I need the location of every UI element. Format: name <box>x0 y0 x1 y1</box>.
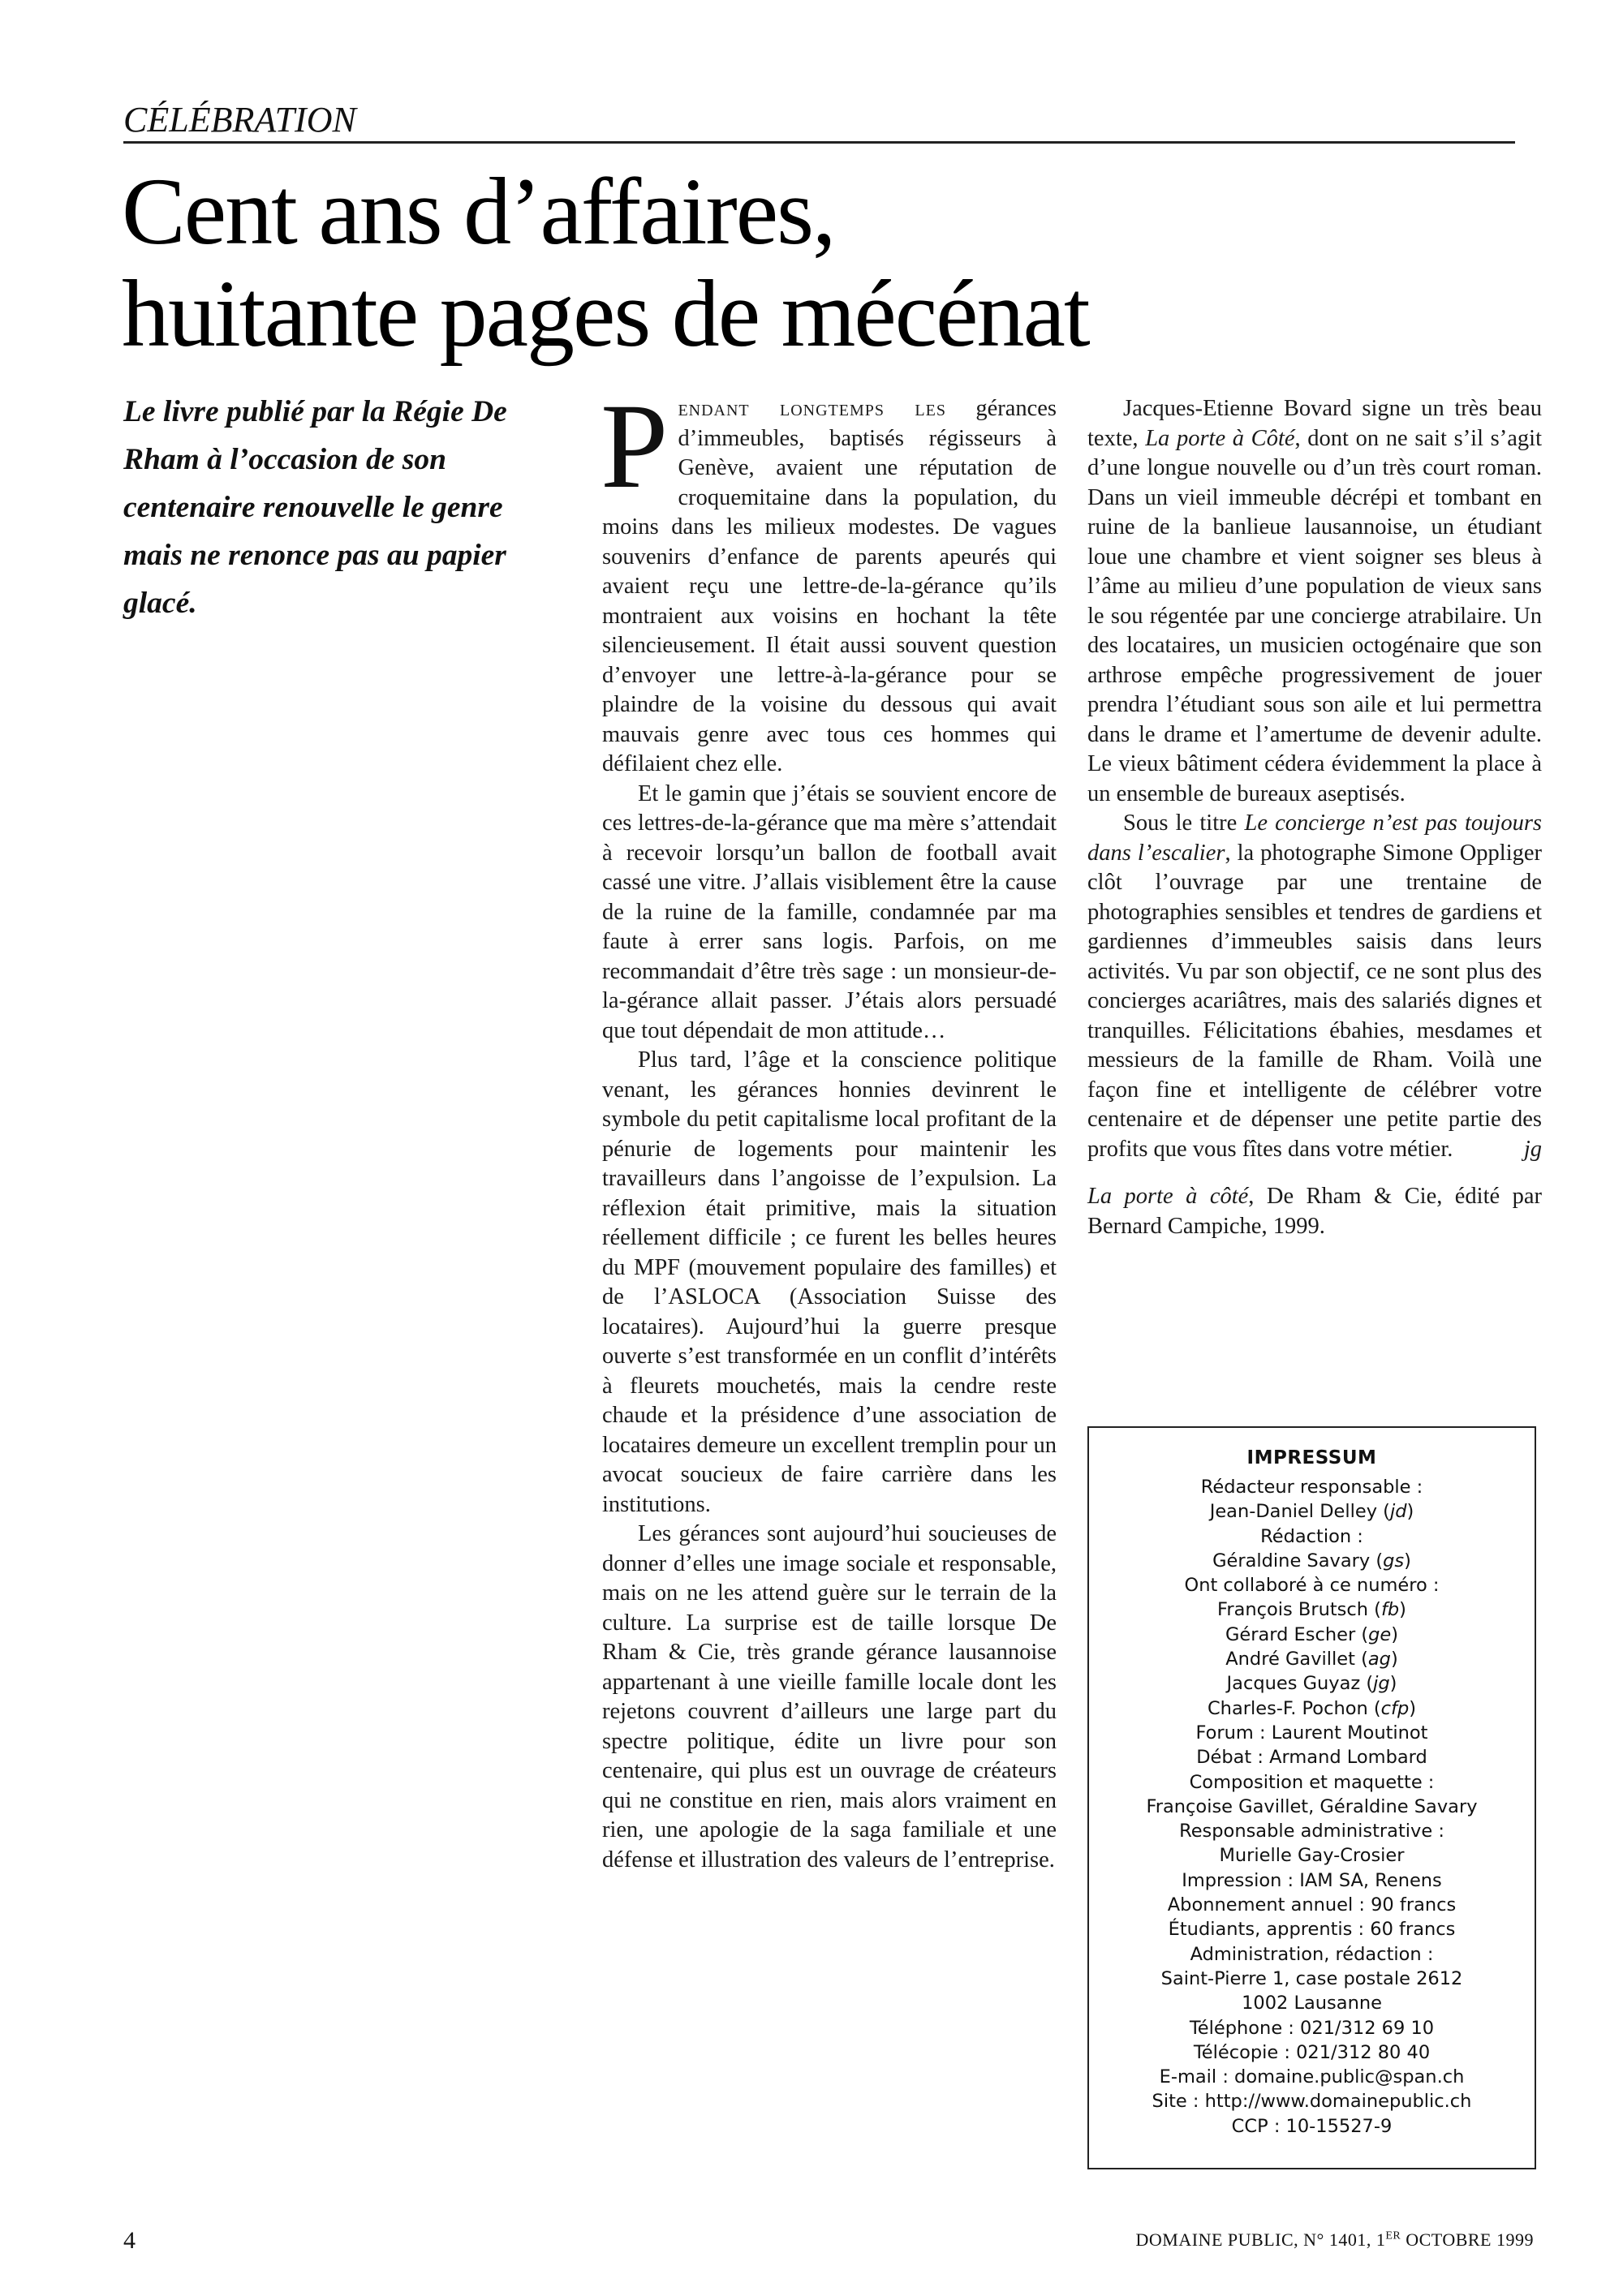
book-title-inline: La porte à Côté <box>1145 425 1295 451</box>
impressum-line: Jean-Daniel Delley (jd) <box>1209 1501 1414 1523</box>
impressum-line: Débat : Armand Lombard <box>1196 1747 1427 1769</box>
impressum-line: Téléphone : 021/312 69 10 <box>1189 2017 1435 2039</box>
paragraph-4: Les gérances sont aujourd’hui soucieuses de donner d’elles une image sociale et responsable, mais on ne les attend guère sur le terrain de la culture. La surprise est de taille lorsque De Rham & Cie, très grande gérance lausannoise appartenant à une vieille famille locale dont les rejetons couvrent d’ailleurs une large part du spectre politique, édite un livre pour son centenaire, qui plus est un ouvrage de créateurs qui ne constitue en rien, mais alors vraiment en rien, une apologie de la saga familiale et une défense et illustration des valeurs de l’entreprise. <box>602 1521 1057 1872</box>
impressum-line: Administration, rédaction : <box>1190 1943 1434 1965</box>
photo-series-title: Le concierge n’est pas toujours dans l’escalier <box>1087 810 1543 866</box>
paragraph-5-text-b: , dont on ne sait s’il s’agit d’une longue nouvelle ou d’un très court roman. Dans un vieil immeuble décrépi et tombant en ruine de la banlieue lausannoise, un étudiant loue une chambre et vient soigner ses bleus à l’âme au milieu d’une population de vieux sans le sou régentée par une concierge atrabilaire. Un des locataires, un musicien octogénaire que son arthrose empêche progressivement de jouer prendra l’étudiant sous son aile et lui permettra dans le drame et l’amertume de devenir adulte. Le vieux bâtiment cédera évidemment la place à un ensemble de bureaux aseptisés. <box>1087 425 1542 806</box>
paragraph-1-text: gérances d’immeubles, baptisés régisseurs à Genève, avaient une réputation de croquemitaine dans la population, du moins dans les milieux modestes. De vagues souvenirs d’enfance de parents apeurés qui avaient reçu une lettre-de-la-gérance qu’ils montraient aux voisins en hochant la tête silencieusement. Il était aussi souvent question d’envoyer une lettre-à-la-gérance pour se plaindre de la voisine du dessous qui avait mauvais genre avec tous ces hommes qui défilaient chez elle. <box>602 396 1057 776</box>
impressum-line: Rédaction : <box>1260 1525 1363 1547</box>
drop-cap: P <box>601 379 669 514</box>
impressum-lines <box>1089 1475 1535 2139</box>
article-lead: Le livre publié par la Régie De Rham à l’occasion de son centenaire renouvelle le genre mais ne renonce pas au papier glacé. <box>123 395 507 620</box>
impressum-line: Françoise Gavillet, Géraldine Savary <box>1146 1795 1478 1817</box>
impressum-line: Saint-Pierre 1, case postale 2612 <box>1160 1967 1463 1989</box>
impressum-line: CCP : 10-15527-9 <box>1231 2115 1393 2137</box>
footer-date: OCTOBRE 1999 <box>1401 2229 1534 2250</box>
paragraph-1 <box>601 379 1057 780</box>
impressum-line: François Brutsch (fb) <box>1217 1599 1406 1621</box>
book-reference-details: , De Rham & Cie, édité par Bernard Campiche, 1999. <box>1087 1184 1542 1239</box>
impressum-line: Abonnement annuel : 90 francs <box>1167 1894 1457 1916</box>
paragraph-6-text-b: , la photographe Simone Oppliger clôt l’ouvrage par une trentaine de photographies sensibles et tendres de gardiens et gardiennes d’immeubles saisis dans leurs activités. Vu par son objectif, ce ne sont plus des concierges acariâtres, mais des salariés dignes et tranquilles. Félicitations ébahies, mesdames et messieurs de la famille de Rham. Voilà une façon fine et intelligente de célébrer votre centenaire et de dépenser une petite partie des profits que vous fîtes dans votre métier. <box>1087 840 1543 1162</box>
impressum-line: Murielle Gay-Crosier <box>1219 1845 1405 1867</box>
article-column-2 <box>1087 394 1542 1241</box>
impressum-line: Site : http://www.domainepublic.ch <box>1152 2091 1472 2113</box>
impressum-line: Étudiants, apprentis : 60 francs <box>1168 1919 1456 1941</box>
title-line-2: huitante pages de mécénat <box>122 260 1089 367</box>
section-rubric: CÉLÉBRATION <box>123 100 356 140</box>
book-reference <box>1087 1182 1542 1241</box>
book-reference-title: La porte à côté <box>1087 1184 1249 1209</box>
impressum-line: Jacques Guyaz (jg) <box>1226 1673 1397 1695</box>
paragraph-6-text-a: Sous le titre <box>1123 810 1245 836</box>
impressum-line: Télécopie : 021/312 80 40 <box>1193 2041 1431 2063</box>
impressum-line: Géraldine Savary (gs) <box>1212 1550 1411 1572</box>
impressum-line: Responsable administrative : <box>1179 1821 1444 1842</box>
footer-publication: DOMAINE PUBLIC, N° 1401, 1 <box>1135 2229 1386 2250</box>
paragraph-2: Et le gamin que j’étais se souvient encore de ces lettres-de-la-gérance que ma mère s’attendait à recevoir lorsqu’un ballon de football avait cassé une vitre. J’allais visiblement être la cause de la ruine de la famille, condamnée par ma faute à errer sans logis. Parfois, on me recommandait d’être très sage : un monsieur-de-la-gérance allait passer. J’étais alors persuadé que tout dépendait de mon attitude… <box>602 780 1057 1043</box>
impressum-line: Impression : IAM SA, Renens <box>1182 1869 1442 1891</box>
impressum-line: Ont collaboré à ce numéro : <box>1184 1575 1440 1597</box>
impressum-line: Gérard Escher (ge) <box>1225 1623 1399 1645</box>
impressum-line: Rédacteur responsable : <box>1200 1477 1423 1498</box>
article-column-1 <box>601 379 1057 1875</box>
page-number: 4 <box>123 2227 136 2254</box>
impressum-line: Composition et maquette : <box>1189 1771 1435 1793</box>
title-line-1: Cent ans d’affaires, <box>122 158 835 264</box>
paragraph-6 <box>1087 809 1542 1164</box>
paragraph-5-text-a: Jacques-Etienne Bovard signe un très beau texte, <box>1087 396 1542 451</box>
impressum-line: Charles-F. Pochon (cfp) <box>1207 1697 1417 1719</box>
impressum-line: E-mail : domaine.public@span.ch <box>1159 2066 1465 2088</box>
impressum-line: 1002 Lausanne <box>1242 1993 1382 2014</box>
publication-footer <box>1136 2229 1534 2251</box>
header-rule <box>123 141 1515 144</box>
paragraph-3: Plus tard, l’âge et la conscience politique venant, les gérances honnies devinrent le symbole du petit capitalisme local profitant de la pénurie de logements pour maintenir les travailleurs dans l’angoisse de l’expulsion. La réflexion était primitive, mais la situation réellement difficile ; ce furent les belles heures du MPF (mouvement populaire des familles) et de l’ASLOCA (Association Suisse des locataires). Aujourd’hui la guerre presque ouverte s’est transformée en un conflit d’intérêts à fleurets mouchetés, mais la cendre reste chaude et la présidence d’une association de locataires demeure un excellent tremplin pour un avocat soucieux de faire carrière dans les institutions. <box>602 1047 1057 1517</box>
author-signature: jg <box>1523 1136 1542 1162</box>
paragraph-5 <box>1087 394 1542 809</box>
lead-smallcaps: endant longtemps les <box>678 396 946 421</box>
impressum-title: IMPRESSUM <box>1246 1447 1377 1468</box>
article-title <box>122 158 1501 367</box>
footer-superscript: ER <box>1385 2229 1401 2242</box>
impressum-line: Forum : Laurent Moutinot <box>1195 1722 1428 1743</box>
impressum-box <box>1087 1426 1536 2169</box>
impressum-line: André Gavillet (ag) <box>1225 1649 1398 1670</box>
